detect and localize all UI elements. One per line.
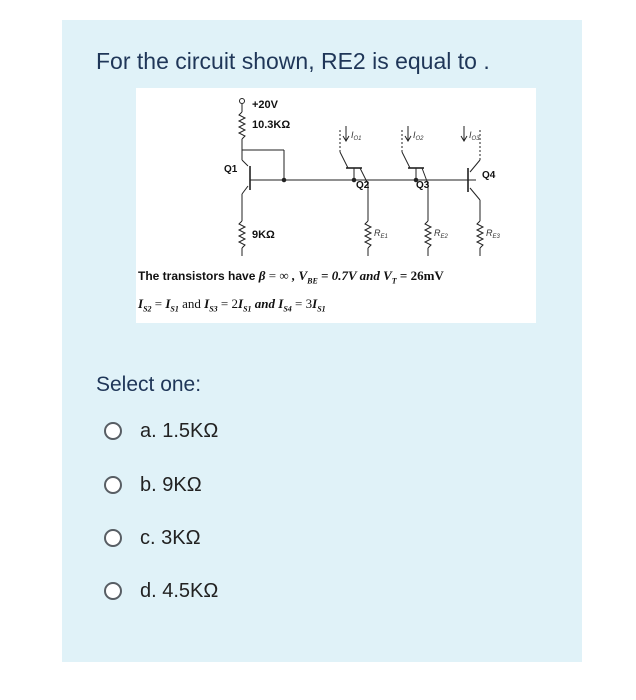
radio-b[interactable] bbox=[104, 476, 122, 494]
r2-label: 9KΩ bbox=[252, 229, 275, 241]
io2-label: $I_{O2}$ bbox=[413, 130, 424, 142]
q3-label: Q3 bbox=[416, 180, 430, 191]
circuit-diagram bbox=[136, 88, 536, 258]
q2-label: Q2 bbox=[356, 180, 370, 191]
option-b-label[interactable]: b. 9KΩ bbox=[140, 473, 202, 496]
supply-terminal bbox=[240, 99, 245, 104]
question-text: For the circuit shown, RE2 is equal to . bbox=[96, 48, 490, 74]
option-b[interactable] bbox=[104, 470, 202, 500]
re3-resistor bbox=[477, 221, 483, 248]
condition-line-2: $I_{S2} = I_{S1}$ and $I_{S3} = 2I_{S1}$ and $I_{S4} = 3I_{S1}$ bbox=[138, 296, 326, 314]
re3-label: $R_{E3}$ bbox=[486, 228, 500, 240]
r1-label: 10.3KΩ bbox=[252, 119, 291, 131]
re1-resistor bbox=[365, 221, 371, 248]
q1-label: Q1 bbox=[224, 164, 238, 175]
radio-d[interactable] bbox=[104, 582, 122, 600]
supply-label: +20V bbox=[252, 99, 278, 111]
r2-resistor bbox=[239, 221, 245, 248]
option-a[interactable] bbox=[104, 416, 218, 446]
radio-c[interactable] bbox=[104, 529, 122, 547]
option-c-label[interactable]: c. 3KΩ bbox=[140, 526, 201, 549]
re2-resistor bbox=[425, 221, 431, 248]
option-d-label[interactable]: d. 4.5KΩ bbox=[140, 579, 219, 602]
condition-line-1: The transistors have β = ∞ , $V_{BE} = 0.7V$ and $V_T = 26mV$ bbox=[138, 268, 444, 286]
re2-label: $R_{E2}$ bbox=[434, 228, 448, 240]
r1-resistor bbox=[239, 112, 245, 139]
option-d[interactable] bbox=[104, 576, 218, 606]
question-card bbox=[62, 20, 582, 662]
select-one-prompt: Select one: bbox=[96, 373, 202, 396]
io3-label: $I_{O3}$ bbox=[469, 130, 480, 142]
circuit-figure bbox=[136, 88, 536, 323]
option-a-label[interactable]: a. 1.5KΩ bbox=[140, 419, 219, 442]
q4-label: Q4 bbox=[482, 170, 496, 181]
re1-label: $R_{E1}$ bbox=[374, 228, 388, 240]
option-c[interactable] bbox=[104, 523, 201, 553]
radio-a[interactable] bbox=[104, 422, 122, 440]
io1-label: $I_{O1}$ bbox=[351, 130, 362, 142]
